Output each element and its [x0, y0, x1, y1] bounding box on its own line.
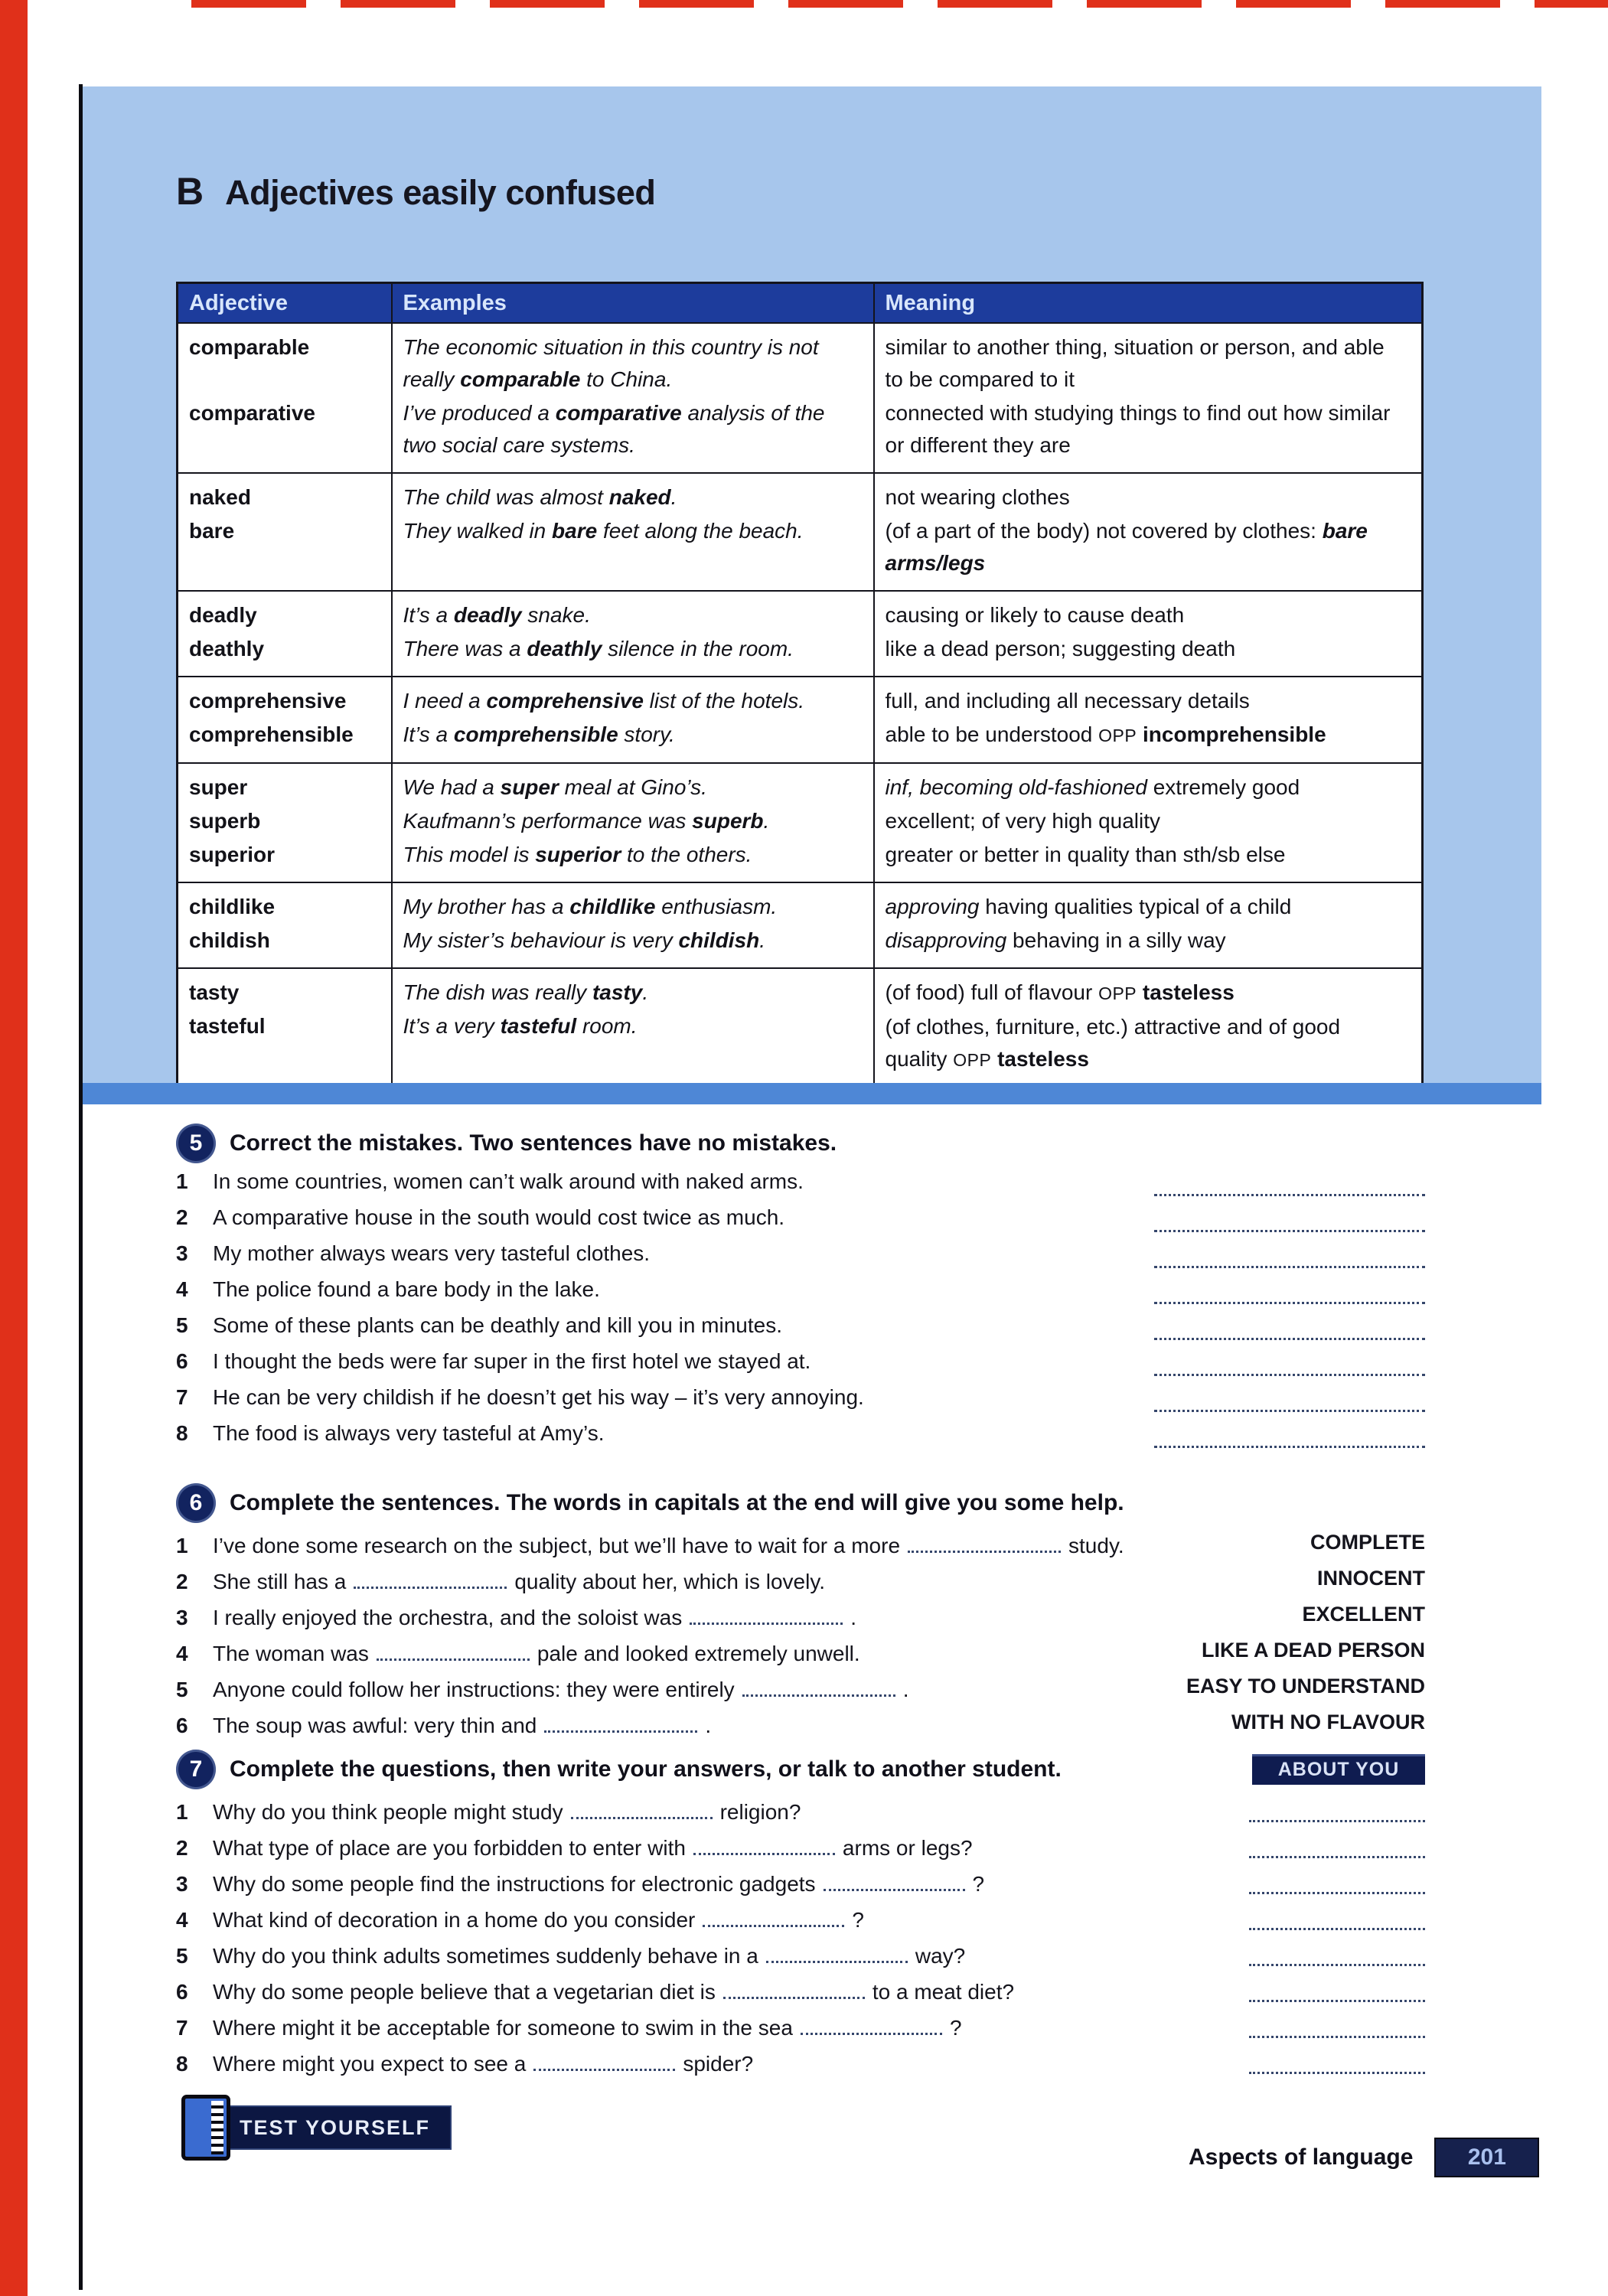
capitals-hint: LIKE A DEAD PERSON: [1201, 1639, 1425, 1662]
fill-in-blank[interactable]: [533, 2047, 675, 2071]
item-text: What type of place are you forbidden to enter with arms or legs?: [213, 1831, 1425, 1861]
answer-line[interactable]: [1154, 1194, 1425, 1196]
item-text: She still has a quality about her, which is lovely.: [213, 1565, 1425, 1594]
exercise-item: [176, 1903, 1425, 1939]
exercise-item: [176, 1205, 1425, 1241]
example-sentence: The dish was really tasty.: [403, 980, 649, 1004]
adjective-word: childish: [189, 928, 270, 952]
fill-in-blank[interactable]: [766, 1939, 908, 1963]
meaning-text: disapproving behaving in a silly way: [885, 928, 1226, 952]
table-row: [178, 882, 1423, 968]
notebook-icon: [181, 2095, 230, 2161]
example-sentence: The child was almost naked.: [403, 485, 677, 509]
exercise-5: [176, 1124, 1425, 1457]
item-number: 3: [176, 1872, 188, 1896]
exercise-item: [176, 1831, 1425, 1867]
adjective-word: comprehensive: [189, 689, 347, 713]
item-number: 2: [176, 1205, 188, 1229]
example-sentence: It’s a deadly snake.: [403, 603, 591, 627]
exercise-item: [176, 1673, 1425, 1709]
meaning-text: connected with studying things to find out how similar or different they are: [885, 401, 1391, 457]
exercise-item: [176, 1349, 1425, 1385]
exercise-7-number-badge: 7: [176, 1750, 216, 1789]
item-text: What kind of decoration in a home do you consider ?: [213, 1903, 1425, 1932]
page-top-edge: [191, 0, 1608, 8]
answer-line[interactable]: [1154, 1302, 1425, 1304]
column-header-meaning: Meaning: [874, 283, 1423, 324]
meaning-text: greater or better in quality than sth/sb else: [885, 843, 1286, 866]
answer-line[interactable]: [1249, 1928, 1425, 1930]
page-number-box: 201: [1434, 2138, 1539, 2177]
test-yourself-label: TEST YOURSELF: [223, 2105, 452, 2150]
exercise-7-title: Complete the questions, then write your answers, or talk to another student.: [230, 1756, 1062, 1782]
fill-in-blank[interactable]: [742, 1673, 895, 1697]
exercise-5-header: [176, 1124, 1425, 1163]
exercise-item: [176, 1709, 1425, 1745]
meaning-text: inf, becoming old-fashioned extremely good: [885, 775, 1300, 799]
exercise-item: [176, 1529, 1425, 1565]
adjective-word: superior: [189, 843, 276, 866]
adjective-word: super: [189, 775, 248, 799]
exercise-item: [176, 1867, 1425, 1903]
about-you-badge: ABOUT YOU: [1252, 1754, 1425, 1785]
page-edge-strip: [0, 0, 28, 2296]
answer-line[interactable]: [1249, 1856, 1425, 1858]
item-text: I really enjoyed the orchestra, and the soloist was .: [213, 1601, 1425, 1630]
item-text: Why do you think people might study religion?: [213, 1795, 1425, 1825]
meaning-text: (of clothes, furniture, etc.) attractive and of good quality OPP tasteless: [885, 1015, 1341, 1071]
column-header-adjective: Adjective: [178, 283, 392, 324]
answer-line[interactable]: [1249, 2036, 1425, 2038]
table-row: [178, 968, 1423, 1088]
item-text: Where might it be acceptable for someone to swim in the sea ?: [213, 2011, 1425, 2040]
item-number: 6: [176, 1349, 188, 1373]
item-text: A comparative house in the south would cost twice as much.: [213, 1205, 785, 1229]
capitals-hint: COMPLETE: [1310, 1531, 1425, 1554]
answer-line[interactable]: [1249, 1892, 1425, 1894]
item-text: I thought the beds were far super in the first hotel we stayed at.: [213, 1349, 811, 1373]
exercise-6-number-badge: 6: [176, 1483, 216, 1523]
item-text: My mother always wears very tasteful clothes.: [213, 1241, 651, 1265]
item-number: 6: [176, 1714, 188, 1737]
example-sentence: It’s a very tasteful room.: [403, 1014, 638, 1038]
meaning-text: (of food) full of flavour OPP tasteless: [885, 980, 1235, 1004]
column-header-examples: Examples: [392, 283, 874, 324]
meaning-text: approving having qualities typical of a child: [885, 895, 1292, 918]
exercise-6: [176, 1483, 1425, 1745]
page-footer: [1189, 2138, 1539, 2177]
section-heading: [176, 169, 655, 214]
item-number: 1: [176, 1800, 188, 1824]
item-text: Why do you think adults sometimes suddenly behave in a way?: [213, 1939, 1425, 1968]
fill-in-blank[interactable]: [377, 1637, 530, 1661]
example-sentence: Kaufmann’s performance was superb.: [403, 809, 770, 833]
exercise-item: [176, 1601, 1425, 1637]
answer-line[interactable]: [1154, 1446, 1425, 1448]
exercise-item: [176, 1975, 1425, 2011]
item-text: Some of these plants can be deathly and kill you in minutes.: [213, 1313, 782, 1337]
item-text: Anyone could follow her instructions: they were entirely .: [213, 1673, 1425, 1702]
example-sentence: This model is superior to the others.: [403, 843, 752, 866]
item-number: 5: [176, 1944, 188, 1968]
fill-in-blank[interactable]: [908, 1529, 1061, 1553]
exercise-item: [176, 2011, 1425, 2047]
exercise-item: [176, 2047, 1425, 2083]
item-number: 4: [176, 1277, 188, 1301]
answer-line[interactable]: [1154, 1338, 1425, 1340]
fill-in-blank[interactable]: [824, 1867, 965, 1891]
item-number: 7: [176, 2016, 188, 2040]
fill-in-blank[interactable]: [354, 1565, 507, 1589]
item-text: I’ve done some research on the subject, but we’ll have to wait for a more study.: [213, 1529, 1425, 1558]
table-row: [178, 323, 1423, 473]
item-text: Why do some people believe that a vegetarian diet is to a meat diet?: [213, 1975, 1425, 2004]
item-text: The police found a bare body in the lake.: [213, 1277, 600, 1301]
exercise-item: [176, 1169, 1425, 1205]
exercise-item: [176, 1385, 1425, 1421]
adjective-word: comprehensible: [189, 722, 354, 746]
exercise-7: [176, 1750, 1425, 2083]
table-row: [178, 473, 1423, 591]
exercise-5-title: Correct the mistakes. Two sentences have no mistakes.: [230, 1130, 837, 1156]
table-header-row: [178, 283, 1423, 324]
adjective-word: tasteful: [189, 1014, 266, 1038]
item-number: 4: [176, 1642, 188, 1665]
example-sentence: They walked in bare feet along the beach.: [403, 519, 804, 543]
item-text: Why do some people find the instructions for electronic gadgets ?: [213, 1867, 1425, 1896]
footer-section-label: Aspects of language: [1189, 2144, 1414, 2170]
example-sentence: My sister’s behaviour is very childish.: [403, 928, 766, 952]
meaning-text: excellent; of very high quality: [885, 809, 1161, 833]
item-text: The food is always very tasteful at Amy’s.: [213, 1421, 605, 1445]
capitals-hint: WITH NO FLAVOUR: [1231, 1711, 1425, 1733]
adjective-word: naked: [189, 485, 251, 509]
item-number: 2: [176, 1836, 188, 1860]
exercise-item: [176, 1277, 1425, 1313]
answer-line[interactable]: [1154, 1374, 1425, 1376]
item-text: The woman was pale and looked extremely unwell.: [213, 1637, 1425, 1666]
meaning-text: not wearing clothes: [885, 485, 1070, 509]
meaning-text: able to be understood OPP incomprehensible: [885, 722, 1326, 746]
item-number: 5: [176, 1313, 188, 1337]
item-number: 1: [176, 1534, 188, 1557]
item-number: 4: [176, 1908, 188, 1932]
item-number: 2: [176, 1570, 188, 1593]
item-text: He can be very childish if he doesn’t get his way – it’s very annoying.: [213, 1385, 864, 1409]
exercise-7-header: [176, 1750, 1425, 1789]
adjective-word: deadly: [189, 603, 257, 627]
exercise-item: [176, 1795, 1425, 1831]
exercise-item: [176, 1637, 1425, 1673]
exercise-6-title: Complete the sentences. The words in capitals at the end will give you some help.: [230, 1490, 1124, 1515]
adjective-word: superb: [189, 809, 261, 833]
meaning-text: full, and including all necessary details: [885, 689, 1250, 713]
fill-in-blank[interactable]: [703, 1903, 844, 1927]
table-row: [178, 677, 1423, 763]
section-title: Adjectives easily confused: [225, 173, 656, 212]
fill-in-blank[interactable]: [693, 1831, 835, 1855]
example-sentence: My brother has a childlike enthusiasm.: [403, 895, 778, 918]
item-text: In some countries, women can’t walk around with naked arms.: [213, 1169, 804, 1193]
meaning-text: similar to another thing, situation or person, and able to be compared to it: [885, 335, 1385, 391]
adjective-word: tasty: [189, 980, 240, 1004]
exercise-item: [176, 1565, 1425, 1601]
test-yourself-badge: [181, 2095, 452, 2161]
answer-line[interactable]: [1249, 1820, 1425, 1822]
item-number: 1: [176, 1169, 188, 1193]
answer-line[interactable]: [1249, 2072, 1425, 2074]
item-text: Where might you expect to see a spider?: [213, 2047, 1425, 2076]
capitals-hint: EASY TO UNDERSTAND: [1186, 1675, 1425, 1698]
adjective-word: deathly: [189, 637, 265, 660]
adjective-word: comparative: [189, 401, 315, 425]
table-row: [178, 763, 1423, 882]
exercise-5-number-badge: 5: [176, 1124, 216, 1163]
example-sentence: There was a deathly silence in the room.: [403, 637, 794, 660]
fill-in-blank[interactable]: [723, 1975, 865, 1999]
example-sentence: We had a super meal at Gino’s.: [403, 775, 707, 799]
item-number: 6: [176, 1980, 188, 2004]
answer-line[interactable]: [1154, 1230, 1425, 1232]
item-number: 3: [176, 1606, 188, 1629]
fill-in-blank[interactable]: [690, 1601, 843, 1625]
item-number: 5: [176, 1678, 188, 1701]
fill-in-blank[interactable]: [571, 1795, 713, 1819]
item-number: 8: [176, 2052, 188, 2076]
meaning-text: (of a part of the body) not covered by clothes: bare arms/legs: [885, 519, 1368, 575]
capitals-hint: EXCELLENT: [1302, 1603, 1425, 1626]
meaning-text: causing or likely to cause death: [885, 603, 1185, 627]
fill-in-blank[interactable]: [544, 1709, 697, 1733]
capitals-hint: INNOCENT: [1317, 1567, 1425, 1590]
adjective-word: childlike: [189, 895, 276, 918]
item-number: 7: [176, 1385, 188, 1409]
adjectives-table: [176, 282, 1424, 1089]
item-number: 3: [176, 1241, 188, 1265]
exercise-item: [176, 1939, 1425, 1975]
exercise-item: [176, 1421, 1425, 1457]
exercise-item: [176, 1313, 1425, 1349]
example-sentence: It’s a comprehensible story.: [403, 722, 675, 746]
section-letter: B: [176, 170, 204, 213]
item-text: The soup was awful: very thin and .: [213, 1709, 1425, 1738]
fill-in-blank[interactable]: [801, 2011, 942, 2035]
example-sentence: The economic situation in this country is not really comparable to China.: [403, 335, 819, 391]
answer-line[interactable]: [1154, 1266, 1425, 1268]
example-sentence: I need a comprehensive list of the hotels.: [403, 689, 805, 713]
answer-line[interactable]: [1249, 1964, 1425, 1966]
exercise-6-header: [176, 1483, 1425, 1523]
adjective-word: bare: [189, 519, 235, 543]
adjective-word: comparable: [189, 335, 310, 359]
grammar-panel: [83, 86, 1541, 1104]
item-number: 8: [176, 1421, 188, 1445]
exercise-item: [176, 1241, 1425, 1277]
answer-line[interactable]: [1154, 1410, 1425, 1412]
example-sentence: I’ve produced a comparative analysis of the two social care systems.: [403, 401, 825, 457]
answer-line[interactable]: [1249, 2000, 1425, 2002]
table-row: [178, 591, 1423, 677]
exercises-section: [176, 1124, 1425, 2109]
meaning-text: like a dead person; suggesting death: [885, 637, 1236, 660]
